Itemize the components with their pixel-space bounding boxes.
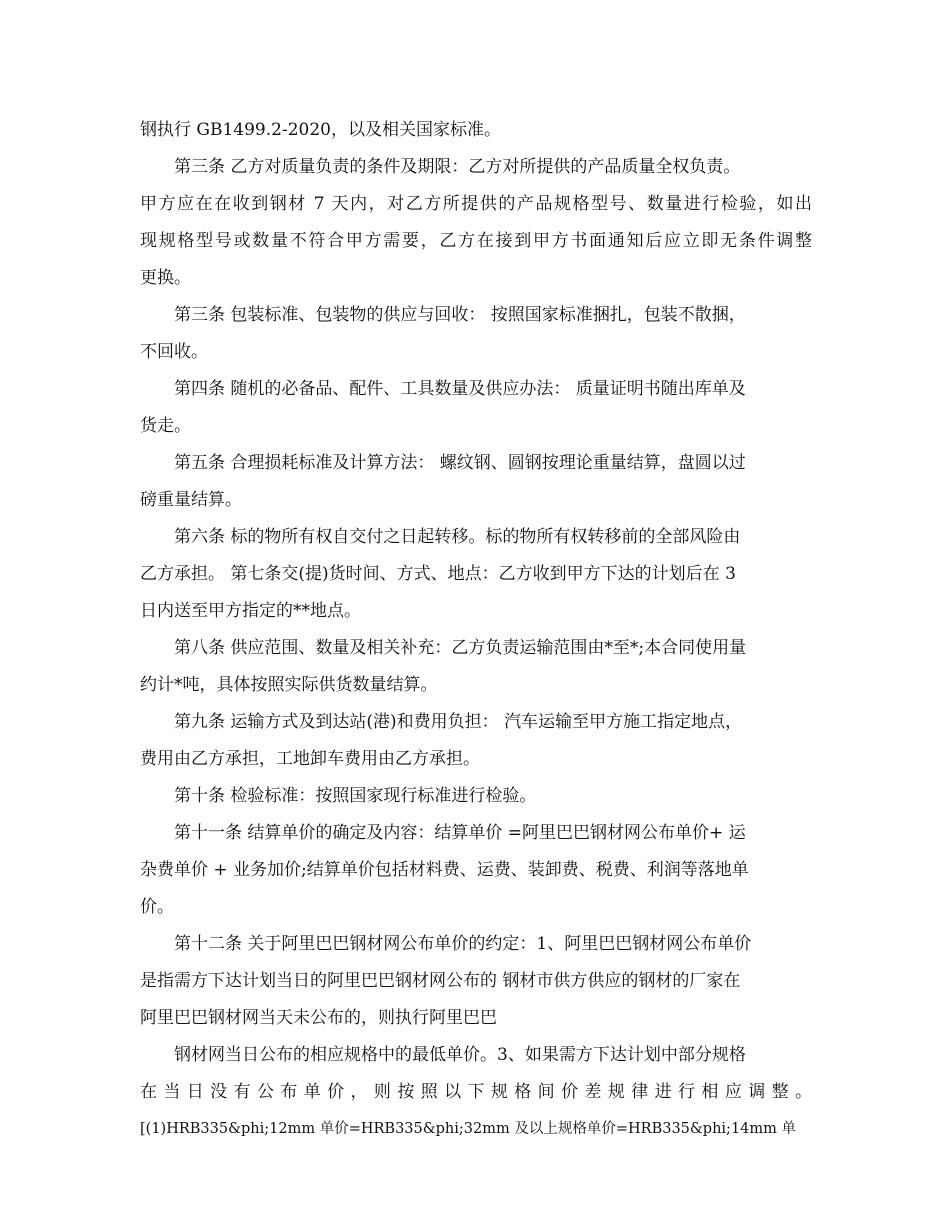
- document-page: [140, 112, 812, 1148]
- text-line: 价。: [140, 897, 174, 917]
- text-line: 第九条 运输方式及到达站(港)和费用负担： 汽车运输至甲方施工指定地点，: [174, 712, 743, 732]
- text-line: [(1)HRB335&phi;12mm 单价=HRB335&phi;32mm 及以上规格单价=HRB335&phi;14mm 单: [140, 1121, 797, 1137]
- text-line: 杂费单价 + 业务加价;结算单价包括材料费、运费、装卸费、税费、利润等落地单: [140, 860, 749, 880]
- text-line: 钢材网当日公布的相应规格中的最低单价。3、如果需方下达计划中部分规格: [174, 1045, 746, 1065]
- text-line: 钢执行 GB1499.2-2020，以及相关国家标准。: [140, 120, 501, 140]
- text-line: 约计*吨，具体按照实际供货数量结算。: [140, 675, 438, 695]
- text-line: 日内送至甲方指定的**地点。: [140, 601, 361, 621]
- text-line: 第三条 乙方对质量负责的条件及期限：乙方对所提供的产品质量全权负责。: [174, 157, 741, 177]
- text-line: 不回收。: [140, 342, 208, 362]
- text-line: 乙方承担。 第七条交(提)货时间、方式、地点：乙方收到甲方下达的计划后在 3: [140, 564, 736, 584]
- text-line: 第八条 供应范围、数量及相关补充：乙方负责运输范围由*至*;本合同使用量: [174, 638, 747, 658]
- text-line: 第六条 标的物所有权自交付之日起转移。标的物所有权转移前的全部风险由: [174, 527, 741, 547]
- text-line: 第三条 包装标准、包装物的供应与回收： 按照国家标准捆扎，包装不散捆，: [174, 305, 746, 325]
- text-line: 更换。: [140, 268, 191, 288]
- text-line: 磅重量结算。: [140, 490, 242, 510]
- text-line: 第四条 随机的必备品、配件、工具数量及供应办法： 质量证明书随出库单及: [174, 379, 746, 399]
- text-line: 甲方应在在收到钢材 7 天内，对乙方所提供的产品规格型号、数量进行检验，如出: [140, 194, 812, 214]
- text-line: 第十条 检验标准：按照国家现行标准进行检验。: [174, 786, 537, 806]
- text-line: 费用由乙方承担，工地卸车费用由乙方承担。: [140, 749, 480, 769]
- text-line: 现规格型号或数量不符合甲方需要，乙方在接到甲方书面通知后应立即无条件调整: [140, 231, 812, 251]
- text-line: 阿里巴巴钢材网当天未公布的，则执行阿里巴巴: [140, 1008, 497, 1028]
- text-line: 货走。: [140, 416, 191, 436]
- text-line: 第五条 合理损耗标准及计算方法： 螺纹钢、圆钢按理论重量结算，盘圆以过: [174, 453, 746, 473]
- text-line: 在当日没有公布单价，则按照以下规格间价差规律进行相应调整。: [140, 1082, 812, 1102]
- text-line: 第十二条 关于阿里巴巴钢材网公布单价的约定：1、阿里巴巴钢材网公布单价: [174, 934, 752, 954]
- text-line: 第十一条 结算单价的确定及内容：结算单价 =阿里巴巴钢材网公布单价+ 运: [174, 823, 746, 843]
- text-line: 是指需方下达计划当日的阿里巴巴钢材网公布的 钢材市供方供应的钢材的厂家在: [140, 971, 741, 991]
